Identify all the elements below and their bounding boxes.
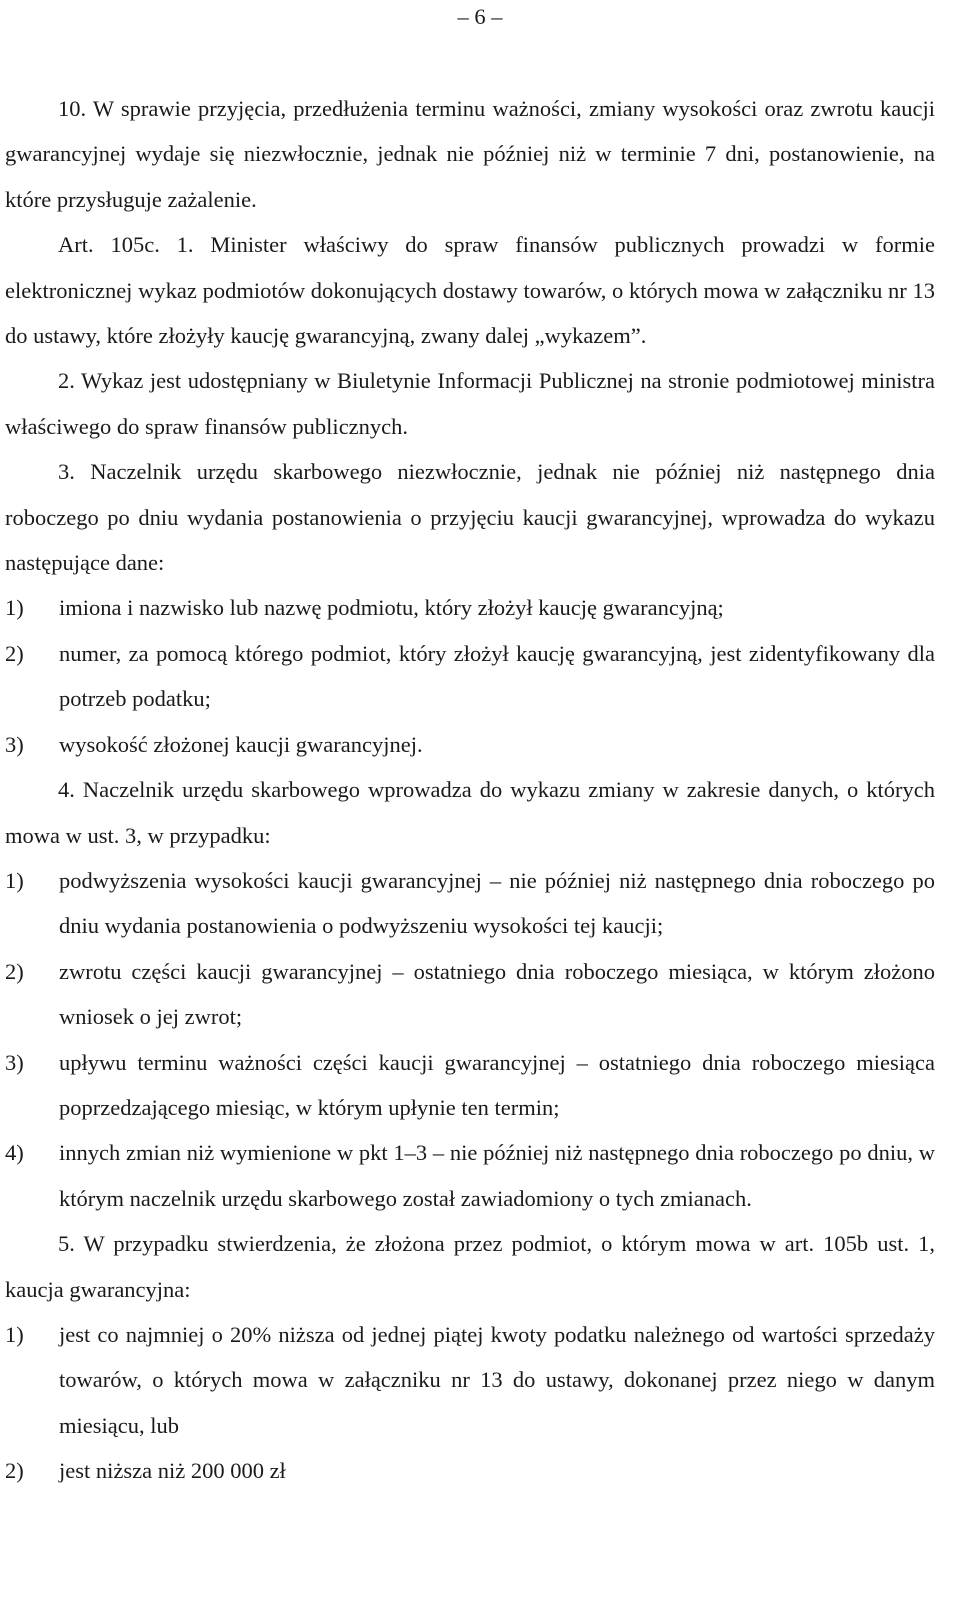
list-item: [5, 722, 935, 767]
list-item-text: jest co najmniej o 20% niższa od jednej piątej kwoty podatku należnego od wartości sprzedaży towarów, o których mowa w załączniku nr 13 do ustawy, dokonanej przez niego w danym miesiącu, lub: [59, 1321, 935, 1438]
list-item-text: podwyższenia wysokości kaucji gwarancyjnej – nie później niż następnego dnia roboczego po dniu wydania postanowienia o podwyższeniu wysokości tej kaucji;: [59, 867, 935, 939]
page-number: – 6 –: [457, 4, 503, 29]
list-item-number: 4): [5, 1140, 24, 1166]
list-item-text: numer, za pomocą którego podmiot, który złożył kaucję gwarancyjną, jest zidentyfikowany dla potrzeb podatku;: [59, 640, 935, 712]
list-item-text: jest niższa niż 200 000 zł: [59, 1458, 286, 1484]
list-item-number: 1): [5, 1321, 24, 1347]
list-item-number: 2): [5, 1458, 24, 1484]
list-item: [5, 585, 935, 630]
list-item: [5, 858, 935, 949]
list-item-number: 3): [5, 1049, 24, 1075]
list-item: [5, 1312, 935, 1448]
document-body: [5, 86, 935, 1494]
list-item: [5, 949, 935, 1040]
list-item-number: 2): [5, 640, 24, 666]
list-item: [5, 631, 935, 722]
list-item-number: 3): [5, 731, 24, 757]
list-item-text: imiona i nazwisko lub nazwę podmiotu, który złożył kaucję gwarancyjną;: [59, 595, 724, 621]
list-item: [5, 1448, 935, 1493]
article-105c-para-2: 2. Wykaz jest udostępniany w Biuletynie Informacji Publicznej na stronie podmiotowej ministra właściwego do spraw finansów publicznych.: [5, 368, 935, 439]
list-item: [5, 1040, 935, 1131]
article-105c-para-1: Art. 105c. 1. Minister właściwy do spraw finansów publicznych prowadzi w formie elektronicznej wykaz podmiotów dokonujących dostawy towarów, o których mowa w załączniku nr 13 do ustawy, które złożyły kaucję gwarancyjną, zwany dalej „wykazem”.: [5, 232, 935, 349]
article-105c-para-4: 4. Naczelnik urzędu skarbowego wprowadza do wykazu zmiany w zakresie danych, o których mowa w ust. 3, w przypadku:: [5, 777, 935, 848]
list-item: [5, 1130, 935, 1221]
list-item-number: 1): [5, 867, 24, 893]
paragraph-10: 10. W sprawie przyjęcia, przedłużenia terminu ważności, zmiany wysokości oraz zwrotu kaucji gwarancyjnej wydaje się niezwłocznie, jednak nie później niż w terminie 7 dni, postanowienie, na które przysługuje zażalenie.: [5, 96, 935, 212]
list-item-number: 1): [5, 595, 24, 621]
article-105c-para-5: 5. W przypadku stwierdzenia, że złożona przez podmiot, o którym mowa w art. 105b ust. 1, kaucja gwarancyjna:: [5, 1231, 935, 1302]
list-item-text: innych zmian niż wymienione w pkt 1–3 – nie później niż następnego dnia roboczego po dniu, w którym naczelnik urzędu skarbowego został zawiadomiony o tych zmianach.: [59, 1140, 935, 1211]
article-105c-para-3: 3. Naczelnik urzędu skarbowego niezwłocznie, jednak nie później niż następnego dnia roboczego po dniu wydania postanowienia o przyjęciu kaucji gwarancyjnej, wprowadza do wykazu następujące dane:: [5, 459, 935, 576]
list-item-text: wysokość złożonej kaucji gwarancyjnej.: [59, 731, 423, 757]
list-item-text: zwrotu części kaucji gwarancyjnej – ostatniego dnia roboczego miesiąca, w którym złożono wniosek o jej zwrot;: [59, 958, 935, 1030]
list-item-text: upływu terminu ważności części kaucji gwarancyjnej – ostatniego dnia roboczego miesiąca poprzedzającego miesiąc, w którym upłynie ten termin;: [59, 1049, 935, 1120]
list-item-number: 2): [5, 958, 24, 984]
